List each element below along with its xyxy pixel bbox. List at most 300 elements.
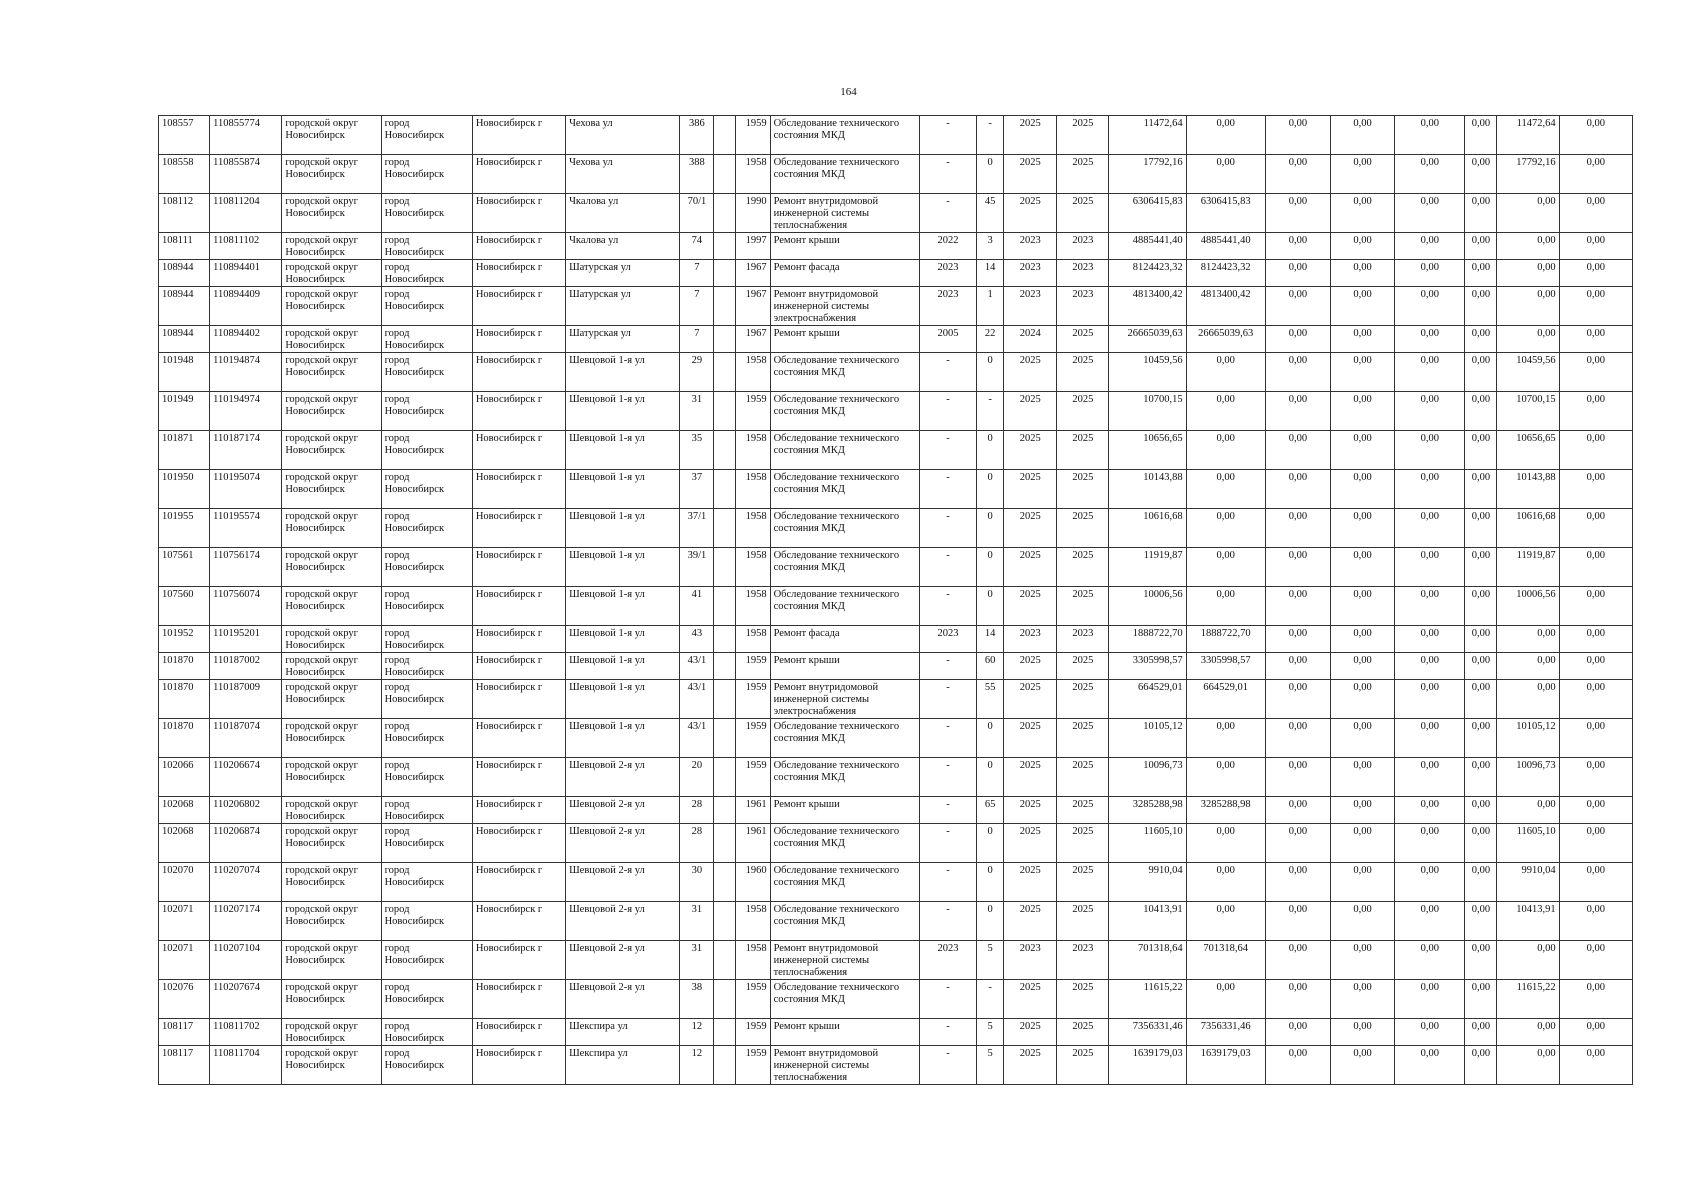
cell-fund-cost: 1888722,70 [1186,626,1265,653]
cell-owners-funds: 11605,10 [1497,824,1559,863]
cell-record-id: 107561 [159,548,210,587]
cell-municipality: городской округ Новосибирск [282,626,381,653]
cell-plan-year-start: 2025 [1004,653,1057,680]
cell-fund-cost: 0,00 [1186,824,1265,863]
cell-reserve-funds: 0,00 [1559,980,1632,1019]
cell-municipality: городской округ Новосибирск [282,902,381,941]
cell-build-year: 1959 [736,1019,770,1046]
cell-work-type: Обследование технического состояния МКД [770,863,919,902]
cell-work-type: Обследование технического состояния МКД [770,980,919,1019]
cell-build-year: 1958 [736,470,770,509]
cell-street: Шевцовой 1-я ул [566,392,680,431]
cell-build-year: 1958 [736,902,770,941]
cell-other-funds: 0,00 [1465,587,1497,626]
cell-plan-year-start: 2025 [1004,194,1057,233]
cell-work-type: Обследование технического состояния МКД [770,509,919,548]
cell-reserve-funds: 0,00 [1559,548,1632,587]
cell-record-id: 101952 [159,626,210,653]
cell-other-funds: 0,00 [1465,287,1497,326]
cell-plan-year-end: 2025 [1057,719,1109,758]
cell-owners-funds: 11615,22 [1497,980,1559,1019]
cell-federal-funds: 0,00 [1265,587,1330,626]
table-row [159,260,1633,287]
cell-settlement: город Новосибирск [381,1019,472,1046]
cell-street: Шевцовой 1-я ул [566,680,680,719]
cell-object-id: 110756174 [210,548,282,587]
cell-street: Шевцовой 1-я ул [566,626,680,653]
cell-reserve-funds: 0,00 [1559,260,1632,287]
cell-work-type: Ремонт внутридомовой инженерной системы электроснабжения [770,287,919,326]
cell-last-repair-year: - [919,392,976,431]
cell-plan-year-end: 2025 [1057,902,1109,941]
cell-total-cost: 10616,68 [1109,509,1186,548]
cell-reserve-funds: 0,00 [1559,194,1632,233]
cell-city: Новосибирск г [472,824,565,863]
cell-last-repair-year: - [919,353,976,392]
cell-build-year: 1961 [736,824,770,863]
cell-corpus [714,941,736,980]
cell-last-repair-year: - [919,509,976,548]
cell-plan-year-end: 2025 [1057,353,1109,392]
cell-reserve-funds: 0,00 [1559,353,1632,392]
cell-other-funds: 0,00 [1465,653,1497,680]
cell-local-funds: 0,00 [1395,116,1465,155]
cell-total-cost: 3285288,98 [1109,797,1186,824]
cell-wear-percent: 0 [977,902,1004,941]
cell-total-cost: 11472,64 [1109,116,1186,155]
cell-wear-percent: 0 [977,509,1004,548]
cell-record-id: 102068 [159,797,210,824]
cell-wear-percent: 60 [977,653,1004,680]
cell-plan-year-start: 2023 [1004,233,1057,260]
cell-regional-funds: 0,00 [1331,797,1395,824]
table-row [159,194,1633,233]
cell-reserve-funds: 0,00 [1559,653,1632,680]
cell-work-type: Ремонт крыши [770,653,919,680]
cell-plan-year-start: 2025 [1004,548,1057,587]
cell-house-number: 43 [680,626,714,653]
cell-federal-funds: 0,00 [1265,902,1330,941]
cell-other-funds: 0,00 [1465,797,1497,824]
cell-plan-year-start: 2025 [1004,797,1057,824]
cell-owners-funds: 17792,16 [1497,155,1559,194]
cell-city: Новосибирск г [472,470,565,509]
table-row [159,626,1633,653]
cell-plan-year-end: 2025 [1057,116,1109,155]
table-row [159,1019,1633,1046]
cell-settlement: город Новосибирск [381,626,472,653]
cell-house-number: 31 [680,902,714,941]
cell-record-id: 101870 [159,719,210,758]
cell-federal-funds: 0,00 [1265,758,1330,797]
cell-work-type: Обследование технического состояния МКД [770,470,919,509]
cell-owners-funds: 0,00 [1497,1019,1559,1046]
cell-total-cost: 7356331,46 [1109,1019,1186,1046]
cell-plan-year-end: 2025 [1057,392,1109,431]
cell-house-number: 43/1 [680,680,714,719]
cell-record-id: 102070 [159,863,210,902]
cell-total-cost: 701318,64 [1109,941,1186,980]
table-row [159,902,1633,941]
cell-corpus [714,155,736,194]
cell-corpus [714,260,736,287]
cell-regional-funds: 0,00 [1331,155,1395,194]
cell-object-id: 110756074 [210,587,282,626]
cell-last-repair-year: - [919,116,976,155]
cell-other-funds: 0,00 [1465,941,1497,980]
cell-owners-funds: 0,00 [1497,1046,1559,1085]
cell-owners-funds: 0,00 [1497,260,1559,287]
cell-street: Шевцовой 2-я ул [566,797,680,824]
cell-municipality: городской округ Новосибирск [282,116,381,155]
cell-house-number: 38 [680,980,714,1019]
cell-municipality: городской округ Новосибирск [282,797,381,824]
cell-street: Шевцовой 2-я ул [566,980,680,1019]
cell-settlement: город Новосибирск [381,326,472,353]
cell-house-number: 20 [680,758,714,797]
cell-work-type: Обследование технического состояния МКД [770,431,919,470]
cell-street: Чехова ул [566,155,680,194]
cell-total-cost: 8124423,32 [1109,260,1186,287]
cell-regional-funds: 0,00 [1331,1019,1395,1046]
cell-plan-year-end: 2025 [1057,470,1109,509]
cell-fund-cost: 1639179,03 [1186,1046,1265,1085]
cell-last-repair-year: 2005 [919,326,976,353]
cell-object-id: 110206874 [210,824,282,863]
cell-local-funds: 0,00 [1395,797,1465,824]
cell-corpus [714,353,736,392]
cell-plan-year-end: 2025 [1057,326,1109,353]
cell-city: Новосибирск г [472,431,565,470]
cell-record-id: 101948 [159,353,210,392]
cell-regional-funds: 0,00 [1331,548,1395,587]
cell-house-number: 43/1 [680,653,714,680]
cell-plan-year-start: 2025 [1004,587,1057,626]
cell-corpus [714,758,736,797]
cell-corpus [714,470,736,509]
cell-reserve-funds: 0,00 [1559,155,1632,194]
cell-settlement: город Новосибирск [381,392,472,431]
cell-settlement: город Новосибирск [381,353,472,392]
cell-last-repair-year: - [919,155,976,194]
cell-federal-funds: 0,00 [1265,260,1330,287]
cell-other-funds: 0,00 [1465,431,1497,470]
cell-reserve-funds: 0,00 [1559,392,1632,431]
cell-reserve-funds: 0,00 [1559,797,1632,824]
cell-fund-cost: 0,00 [1186,863,1265,902]
cell-reserve-funds: 0,00 [1559,470,1632,509]
cell-corpus [714,233,736,260]
table-row [159,680,1633,719]
cell-owners-funds: 0,00 [1497,653,1559,680]
cell-fund-cost: 7356331,46 [1186,1019,1265,1046]
cell-federal-funds: 0,00 [1265,431,1330,470]
cell-total-cost: 1639179,03 [1109,1046,1186,1085]
cell-fund-cost: 0,00 [1186,587,1265,626]
cell-city: Новосибирск г [472,626,565,653]
cell-plan-year-end: 2023 [1057,260,1109,287]
cell-last-repair-year: - [919,470,976,509]
cell-house-number: 28 [680,824,714,863]
cell-federal-funds: 0,00 [1265,509,1330,548]
cell-reserve-funds: 0,00 [1559,863,1632,902]
cell-record-id: 108117 [159,1046,210,1085]
cell-local-funds: 0,00 [1395,680,1465,719]
cell-local-funds: 0,00 [1395,1019,1465,1046]
cell-plan-year-start: 2025 [1004,353,1057,392]
cell-reserve-funds: 0,00 [1559,287,1632,326]
cell-record-id: 101870 [159,680,210,719]
cell-house-number: 31 [680,941,714,980]
cell-plan-year-start: 2025 [1004,758,1057,797]
cell-object-id: 110855874 [210,155,282,194]
cell-other-funds: 0,00 [1465,824,1497,863]
cell-street: Чехова ул [566,116,680,155]
cell-build-year: 1958 [736,431,770,470]
cell-wear-percent: 55 [977,680,1004,719]
cell-plan-year-end: 2023 [1057,941,1109,980]
cell-settlement: город Новосибирск [381,587,472,626]
cell-regional-funds: 0,00 [1331,863,1395,902]
cell-build-year: 1997 [736,233,770,260]
cell-street: Шевцовой 1-я ул [566,653,680,680]
cell-municipality: городской округ Новосибирск [282,863,381,902]
cell-local-funds: 0,00 [1395,824,1465,863]
cell-municipality: городской округ Новосибирск [282,509,381,548]
cell-reserve-funds: 0,00 [1559,1046,1632,1085]
cell-street: Шекспира ул [566,1019,680,1046]
cell-plan-year-end: 2025 [1057,980,1109,1019]
cell-local-funds: 0,00 [1395,941,1465,980]
cell-reserve-funds: 0,00 [1559,626,1632,653]
cell-build-year: 1959 [736,116,770,155]
cell-house-number: 37 [680,470,714,509]
cell-reserve-funds: 0,00 [1559,758,1632,797]
cell-build-year: 1959 [736,980,770,1019]
cell-total-cost: 4813400,42 [1109,287,1186,326]
cell-owners-funds: 0,00 [1497,287,1559,326]
cell-local-funds: 0,00 [1395,155,1465,194]
cell-last-repair-year: - [919,824,976,863]
cell-street: Шевцовой 1-я ул [566,509,680,548]
cell-local-funds: 0,00 [1395,980,1465,1019]
cell-last-repair-year: - [919,902,976,941]
cell-plan-year-start: 2025 [1004,980,1057,1019]
cell-last-repair-year: - [919,980,976,1019]
cell-settlement: город Новосибирск [381,287,472,326]
cell-federal-funds: 0,00 [1265,653,1330,680]
cell-municipality: городской округ Новосибирск [282,653,381,680]
cell-build-year: 1961 [736,797,770,824]
cell-fund-cost: 0,00 [1186,548,1265,587]
cell-street: Шевцовой 1-я ул [566,431,680,470]
cell-reserve-funds: 0,00 [1559,719,1632,758]
cell-wear-percent: 0 [977,470,1004,509]
cell-regional-funds: 0,00 [1331,719,1395,758]
cell-record-id: 102071 [159,902,210,941]
cell-build-year: 1958 [736,941,770,980]
cell-street: Шевцовой 1-я ул [566,719,680,758]
cell-corpus [714,980,736,1019]
cell-fund-cost: 0,00 [1186,431,1265,470]
cell-house-number: 74 [680,233,714,260]
cell-fund-cost: 664529,01 [1186,680,1265,719]
cell-city: Новосибирск г [472,797,565,824]
cell-reserve-funds: 0,00 [1559,509,1632,548]
cell-record-id: 101871 [159,431,210,470]
cell-total-cost: 10700,15 [1109,392,1186,431]
cell-plan-year-end: 2023 [1057,287,1109,326]
cell-regional-funds: 0,00 [1331,431,1395,470]
cell-object-id: 110195574 [210,509,282,548]
cell-wear-percent: 0 [977,587,1004,626]
cell-municipality: городской округ Новосибирск [282,941,381,980]
cell-owners-funds: 10700,15 [1497,392,1559,431]
cell-work-type: Ремонт крыши [770,233,919,260]
table-row [159,287,1633,326]
cell-plan-year-end: 2025 [1057,509,1109,548]
table-row [159,509,1633,548]
cell-total-cost: 26665039,63 [1109,326,1186,353]
cell-regional-funds: 0,00 [1331,116,1395,155]
cell-corpus [714,509,736,548]
cell-city: Новосибирск г [472,653,565,680]
cell-object-id: 110207104 [210,941,282,980]
cell-plan-year-start: 2025 [1004,116,1057,155]
cell-owners-funds: 10616,68 [1497,509,1559,548]
cell-object-id: 110187009 [210,680,282,719]
cell-build-year: 1967 [736,287,770,326]
cell-other-funds: 0,00 [1465,863,1497,902]
cell-corpus [714,1019,736,1046]
cell-plan-year-end: 2025 [1057,758,1109,797]
cell-federal-funds: 0,00 [1265,626,1330,653]
cell-federal-funds: 0,00 [1265,287,1330,326]
cell-local-funds: 0,00 [1395,431,1465,470]
cell-municipality: городской округ Новосибирск [282,824,381,863]
cell-object-id: 110894401 [210,260,282,287]
cell-city: Новосибирск г [472,548,565,587]
cell-corpus [714,653,736,680]
cell-city: Новосибирск г [472,680,565,719]
cell-municipality: городской округ Новосибирск [282,1046,381,1085]
cell-federal-funds: 0,00 [1265,1019,1330,1046]
cell-object-id: 110207674 [210,980,282,1019]
cell-wear-percent: 0 [977,824,1004,863]
cell-regional-funds: 0,00 [1331,653,1395,680]
cell-local-funds: 0,00 [1395,626,1465,653]
table-row [159,758,1633,797]
cell-wear-percent: 5 [977,941,1004,980]
cell-build-year: 1959 [736,758,770,797]
table-row [159,470,1633,509]
cell-city: Новосибирск г [472,353,565,392]
cell-other-funds: 0,00 [1465,353,1497,392]
cell-street: Шевцовой 2-я ул [566,824,680,863]
cell-work-type: Обследование технического состояния МКД [770,824,919,863]
cell-local-funds: 0,00 [1395,653,1465,680]
cell-work-type: Ремонт крыши [770,797,919,824]
cell-corpus [714,719,736,758]
cell-street: Шевцовой 1-я ул [566,587,680,626]
cell-record-id: 101949 [159,392,210,431]
cell-house-number: 386 [680,116,714,155]
cell-other-funds: 0,00 [1465,155,1497,194]
cell-city: Новосибирск г [472,719,565,758]
cell-federal-funds: 0,00 [1265,194,1330,233]
cell-owners-funds: 10413,91 [1497,902,1559,941]
cell-settlement: город Новосибирск [381,680,472,719]
cell-owners-funds: 0,00 [1497,194,1559,233]
cell-record-id: 101950 [159,470,210,509]
cell-plan-year-end: 2025 [1057,548,1109,587]
cell-settlement: город Новосибирск [381,797,472,824]
cell-total-cost: 4885441,40 [1109,233,1186,260]
cell-settlement: город Новосибирск [381,116,472,155]
cell-federal-funds: 0,00 [1265,353,1330,392]
cell-work-type: Обследование технического состояния МКД [770,902,919,941]
cell-street: Шевцовой 2-я ул [566,863,680,902]
cell-settlement: город Новосибирск [381,719,472,758]
cell-fund-cost: 701318,64 [1186,941,1265,980]
cell-last-repair-year: 2023 [919,260,976,287]
cell-municipality: городской округ Новосибирск [282,392,381,431]
cell-work-type: Обследование технического состояния МКД [770,758,919,797]
cell-settlement: город Новосибирск [381,824,472,863]
cell-other-funds: 0,00 [1465,902,1497,941]
cell-last-repair-year: - [919,1046,976,1085]
cell-city: Новосибирск г [472,509,565,548]
cell-record-id: 102076 [159,980,210,1019]
cell-local-funds: 0,00 [1395,1046,1465,1085]
cell-wear-percent: 0 [977,719,1004,758]
cell-fund-cost: 26665039,63 [1186,326,1265,353]
cell-object-id: 110194974 [210,392,282,431]
cell-plan-year-start: 2025 [1004,155,1057,194]
cell-plan-year-end: 2025 [1057,863,1109,902]
cell-total-cost: 10656,65 [1109,431,1186,470]
cell-plan-year-start: 2025 [1004,470,1057,509]
cell-other-funds: 0,00 [1465,233,1497,260]
cell-local-funds: 0,00 [1395,719,1465,758]
cell-record-id: 108944 [159,287,210,326]
cell-street: Шатурская ул [566,260,680,287]
cell-object-id: 110206674 [210,758,282,797]
cell-house-number: 12 [680,1019,714,1046]
cell-object-id: 110207174 [210,902,282,941]
table-row [159,653,1633,680]
cell-wear-percent: - [977,980,1004,1019]
table-row [159,797,1633,824]
cell-regional-funds: 0,00 [1331,758,1395,797]
cell-corpus [714,431,736,470]
cell-federal-funds: 0,00 [1265,941,1330,980]
cell-street: Шатурская ул [566,287,680,326]
cell-plan-year-start: 2025 [1004,509,1057,548]
cell-municipality: городской округ Новосибирск [282,470,381,509]
cell-regional-funds: 0,00 [1331,824,1395,863]
cell-corpus [714,326,736,353]
cell-settlement: город Новосибирск [381,233,472,260]
cell-object-id: 110187002 [210,653,282,680]
cell-municipality: городской округ Новосибирск [282,326,381,353]
table-row [159,233,1633,260]
cell-city: Новосибирск г [472,980,565,1019]
cell-work-type: Ремонт внутридомовой инженерной системы теплоснабжения [770,1046,919,1085]
cell-record-id: 108112 [159,194,210,233]
cell-owners-funds: 0,00 [1497,326,1559,353]
table-row [159,353,1633,392]
